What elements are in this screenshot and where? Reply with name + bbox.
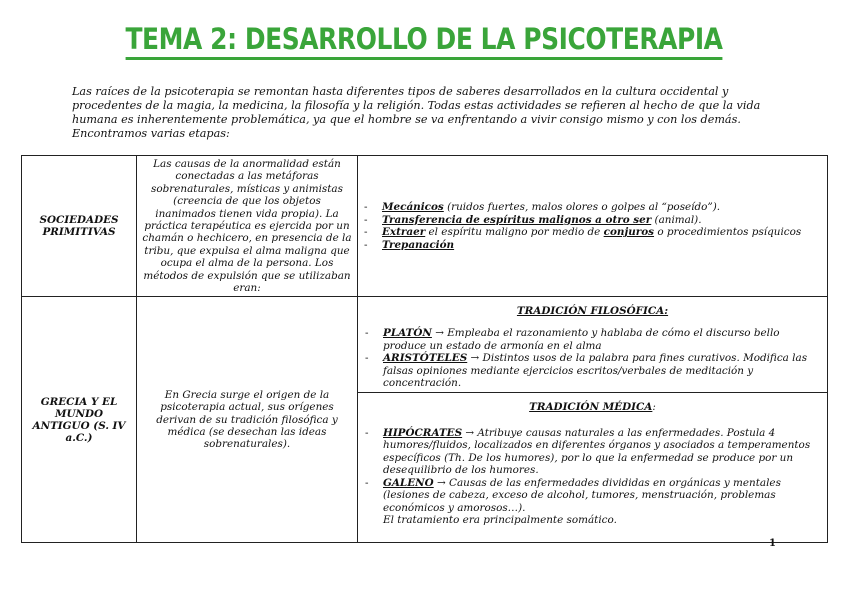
tradicion-filosofica-cell [358,297,828,393]
table-row [22,297,828,393]
list-item: - ARISTÓTELES → Distintos usos de la palabra para fines curativos. Modifica las falsas opiniones mediante ejercicios escritos/verbales de meditación y concentración. [363,352,822,390]
grecia-description: En Grecia surge el origen de la psicoterapia actual, sus orígenes derivan de su tradición filosófica y médica (se desechan las ideas sobrenaturales). [137,297,358,543]
medica-list [363,427,822,515]
list-item: - Mecánicos (ruidos fuertes, malos olores o golpes al “poseído”). [362,201,822,214]
tratamiento-note: El tratamiento era principalmente somático. [383,514,617,527]
list-item: - Transferencia de espíritus malignos a otro ser (animal). [362,214,822,227]
page-title: TEMA 2: DESARROLLO DE LA PSICOTERAPIA [59,22,788,56]
intro-paragraph: Las raíces de la psicoterapia se remontan hasta diferentes tipos de saberes desarrollados en la cultura occidental y procedentes de la magia, la medicina, la filosofía y la religión. Todas estas actividades se refieren al hecho de que la vida humana es inherentemente problemática, ya que el hombre se va enfrentando a vivir consigo mismo y con los demás. Encontramos varias etapas: [72,85,761,140]
tradicion-filosofica-title: TRADICIÓN FILOSÓFICA: [516,305,669,318]
primitivas-methods [358,156,828,297]
list-item: - Extraer el espíritu maligno por medio de conjuros o procedimientos psíquicos [362,226,822,239]
list-item: - PLATÓN → Empleaba el razonamiento y hablaba de cómo el discurso bello produce un estado de armonía en el alma [363,327,822,352]
table-row [22,156,828,297]
row-label-primitivas: SOCIEDADES PRIMITIVAS [22,156,137,297]
primitivas-description: Las causas de la anormalidad están conectadas a las metáforas sobrenaturales, místicas y animistas (creencia de que los objetos inanimados tienen vida propia). La práctica terapéutica es ejercida por un chamán o hechicero, en presencia de la tribu, que expulsa el alma maligna que ocupa el alma de la persona. Los métodos de expulsión que se utilizaban eran: [137,156,358,297]
page-number: 1 [769,538,776,549]
list-item: - HIPÓCRATES → Atribuye causas naturales a las enfermedades. Postula 4 humores/fluidos, localizados en diferentes órganos y asociados a temperamentos específicos (Th. De los humores), por lo que la enfermedad se produce por un desequilibrio de los humores. [363,427,822,477]
list-item: - Trepanación [362,239,822,252]
filosofica-list [363,327,822,390]
methods-list [362,201,822,251]
tradicion-medica-title: TRADICIÓN MÉDICA: [529,400,656,413]
row-label-grecia: GRECIA Y EL MUNDO ANTIGUO (S. IV a.C.) [22,297,137,543]
tradicion-medica-cell [358,392,828,542]
stages-table [21,155,828,543]
list-item: - GALENO → Causas de las enfermedades divididas en orgánicas y mentales (lesiones de cabeza, exceso de alcohol, tumores, menstruación, problemas económicos y amorosos…). [363,477,822,515]
